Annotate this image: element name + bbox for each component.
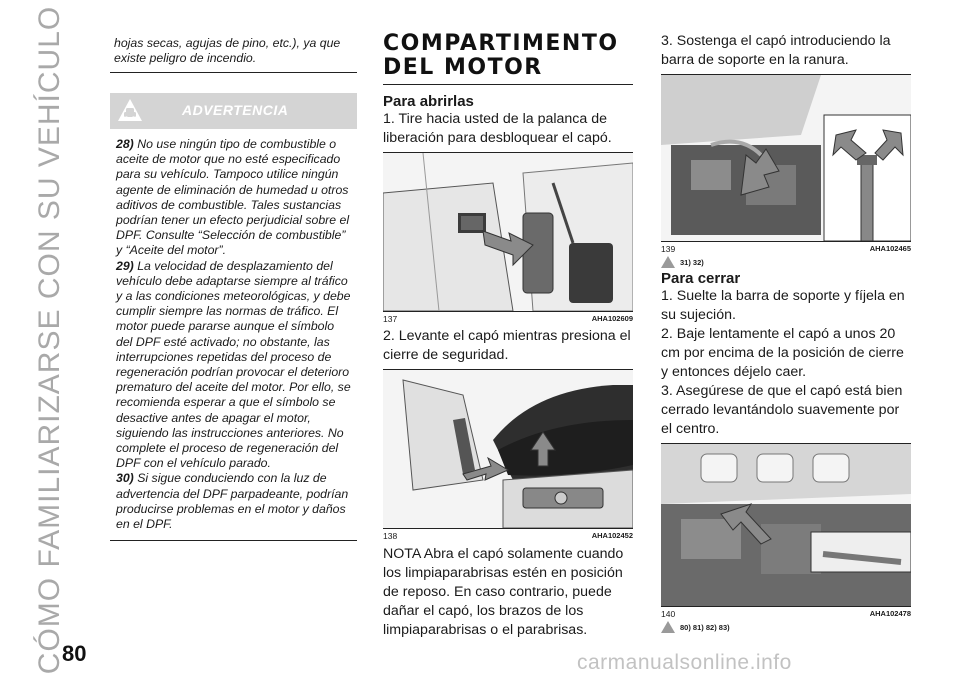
support-rod-illustration <box>661 75 911 241</box>
section-title-line1: COMPARTIMENTO <box>383 31 619 56</box>
step-2: 2. Levante el capó mientras presiona el cierre de seguridad. <box>383 328 631 363</box>
warning-item: 30) Si sigue conduciendo con la luz de advertencia del DPF parpadeante, podrían producirse problemas en el motor y daños en el DPF. <box>116 471 349 532</box>
warning-item: 28) No use ningún tipo de combustible o aceite de motor que no esté especificado para su vehículo. Tampoco utilice ningún agente de eliminación de humedad u otros aditivos de combustible. Tales sustancias podrían tener un efecto perjudicial sobre el DPF. Consulte “Selección de combustible” y “Aceite del motor”. <box>116 137 350 258</box>
warning-item: 29) La velocidad de desplazamiento del vehículo debe adaptarse siempre al tráfico y a las condiciones meteorológicas, y debe cumplir siempre las normas de tráfico. El motor puede pararse aunque el símbolo del DPF esté activado; no obstante, las interrupciones repetidas del proceso de regeneración podrían provocar el deterioro prematuro del aceite del motor. Por ello, se recomienda esperar a que el símbolo se desactive antes de apagar el motor, siguiendo las instrucciones anteriores. No complete el proceso de regeneración del DPF con el vehículo parado. <box>116 258 351 471</box>
warning-refs-140 <box>661 621 911 633</box>
release-lever-illustration <box>383 153 633 311</box>
warning-refs-139 <box>661 256 911 268</box>
column-support-and-closing <box>661 32 911 633</box>
figure-140-caption <box>661 607 911 619</box>
figure-138 <box>383 369 633 529</box>
refs-text: 80) 81) 82) 83) <box>680 622 730 632</box>
page-number: 80 <box>62 641 87 666</box>
close-step-2: 2. Baje lentamente el capó a unos 20 cm por encima de la posición de cierre y entonces déjelo caer. <box>661 326 904 380</box>
figure-139 <box>661 74 911 242</box>
step-1: 1. Tire hacia usted de la palanca de liberación para desbloquear el capó. <box>383 111 612 146</box>
figure-139-caption <box>661 242 911 254</box>
section-title-line2: DEL MOTOR <box>383 55 543 80</box>
watermark: carmanualsonline.info <box>577 651 792 674</box>
figure-code: AHA102609 <box>591 314 633 323</box>
hood-closing-illustration <box>661 444 911 606</box>
figure-number: 137 <box>383 314 398 324</box>
column-warnings <box>110 32 357 541</box>
warning-triangle-icon <box>661 621 675 633</box>
figure-137 <box>383 152 633 312</box>
figure-code: AHA102465 <box>869 244 911 253</box>
section-rule <box>383 84 633 85</box>
figure-138-caption <box>383 529 633 541</box>
figure-code: AHA102452 <box>591 531 633 540</box>
note-text: hojas secas, agujas de pino, etc.), ya que existe peligro de incendio. <box>114 36 341 65</box>
step-3: 3. Sostenga el capó introduciendo la barra de soporte en la ranura. <box>661 33 891 68</box>
column-engine-compartment <box>383 32 633 640</box>
figure-number: 139 <box>661 244 676 254</box>
figure-number: 138 <box>383 531 398 541</box>
warning-title: ADVERTENCIA <box>182 102 289 118</box>
chapter-side-title: CÓMO FAMILIARIZARSE CON SU VEHÍCULO <box>33 5 66 675</box>
refs-text: 31) 32) <box>680 257 704 267</box>
close-step-3: 3. Asegúrese de que el capó está bien cerrado levantándolo suavemente por el centro. <box>661 383 903 437</box>
heading-close: Para cerrar <box>661 270 741 287</box>
warning-header <box>110 93 357 129</box>
continued-note <box>110 32 357 73</box>
car-hazard-icon <box>116 97 144 125</box>
figure-number: 140 <box>661 609 676 619</box>
warning-triangle-icon <box>661 256 675 268</box>
figure-code: AHA102478 <box>869 609 911 618</box>
note-wipers: NOTA Abra el capó solamente cuando los limpiaparabrisas estén en posición de reposo. En caso contrario, puede dañar el capó, los brazos de los limpiaparabrisas o el parabrisas. <box>383 546 624 638</box>
hood-lift-illustration <box>383 370 633 528</box>
figure-137-caption <box>383 312 633 324</box>
warning-list <box>110 129 357 541</box>
close-step-1: 1. Suelte la barra de soporte y fíjela en su sujeción. <box>661 288 905 323</box>
figure-140 <box>661 443 911 607</box>
heading-open: Para abrirlas <box>383 93 474 110</box>
